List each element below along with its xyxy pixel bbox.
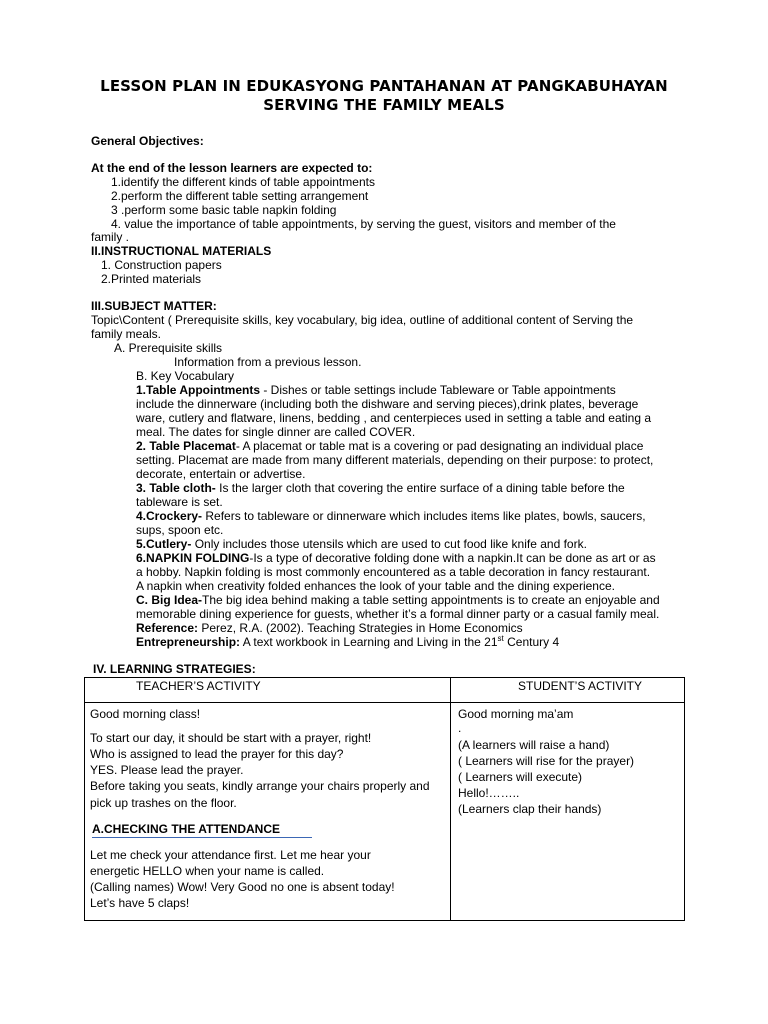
material-item: 1. Construction papers: [101, 258, 222, 272]
vocab-text: tableware is set.: [136, 495, 223, 509]
reference-label: Reference:: [136, 621, 199, 635]
general-objectives-heading: General Objectives:: [91, 134, 204, 148]
vocab-term: 1.Table Appointments: [136, 383, 261, 397]
document-subtitle: SERVING THE FAMILY MEALS: [263, 96, 505, 114]
vocab-text: Only includes those utensils which are used to cut food like knife and fork.: [191, 537, 587, 551]
document-title: LESSON PLAN IN EDUKASYONG PANTAHANAN AT PANGKABUHAYAN: [100, 77, 668, 95]
student-line: .: [458, 721, 462, 735]
vocab-text: memorable dining experience for guests, whether it’s a formal dinner party or a casual family meal.: [136, 607, 660, 621]
material-item: 2.Printed materials: [101, 272, 202, 286]
vocab-term: 6.NAPKIN FOLDING: [136, 551, 250, 565]
learning-strategies-heading: IV. LEARNING STRATEGIES:: [93, 662, 256, 676]
vocab-term: 5.Cutlery-: [136, 537, 192, 551]
teacher-line: Good morning class!: [90, 707, 201, 721]
vocab-text: include the dinnerware (including both the dishware and serving pieces),drink plates, beverage: [136, 397, 639, 411]
attendance-heading: A.CHECKING THE ATTENDANCE: [92, 822, 312, 838]
teacher-line: Let me check your attendance first. Let me hear your: [90, 848, 371, 862]
entrepreneurship-line: [136, 635, 559, 649]
teacher-activity-cell: [85, 703, 451, 921]
objective-item: 4. value the importance of table appointments, by serving the guest, visitors and member of the: [111, 217, 616, 231]
prerequisite-label: A. Prerequisite skills: [114, 341, 223, 355]
teacher-line: YES. Please lead the prayer.: [90, 763, 244, 777]
vocab-entry: [136, 537, 587, 551]
activity-table: [84, 677, 685, 921]
vocab-text: Is the larger cloth that covering the entire surface of a dining table before the: [215, 481, 625, 495]
student-header-cell: [451, 678, 685, 703]
student-activity-cell: [451, 703, 685, 921]
prerequisite-text: Information from a previous lesson.: [174, 355, 362, 369]
vocab-entry: [136, 509, 646, 523]
vocab-text: setting. Placemat are made from many different materials, depending on their purpose: to protect,: [136, 453, 654, 467]
table-header-row: [85, 678, 685, 703]
vocab-term: 3. Table cloth-: [136, 481, 216, 495]
teacher-line: Who is assigned to lead the prayer for this day?: [90, 747, 344, 761]
entrepreneurship-text-end: Century 4: [503, 635, 560, 649]
teacher-activity-header: TEACHER’S ACTIVITY: [136, 679, 261, 693]
teacher-line: To start our day, it should be start with a prayer, right!: [90, 731, 372, 745]
vocab-text: Refers to tableware or dinnerware which includes items like plates, bowls, saucers,: [202, 509, 646, 523]
teacher-line: Let’s have 5 claps!: [90, 896, 190, 910]
materials-heading: II.INSTRUCTIONAL MATERIALS: [91, 244, 272, 258]
objective-item: 2.perform the different table setting arrangement: [111, 189, 369, 203]
teacher-line: energetic HELLO when your name is called.: [90, 864, 325, 878]
vocab-text: ware, cutlery and flatware, linens, bedding , and centerpieces used in setting a table and eating a: [136, 411, 651, 425]
superscript: st: [497, 634, 504, 643]
student-line: ( Learners will execute): [458, 770, 583, 784]
vocab-text: meal. The dates for single dinner are called COVER.: [136, 425, 416, 439]
entrepreneurship-label: Entrepreneurship:: [136, 635, 241, 649]
topic-line: Topic\Content ( Prerequisite skills, key vocabulary, big idea, outline of additional content of Serving the: [91, 313, 634, 327]
objective-item-continued: family .: [91, 230, 130, 244]
student-line: (Learners clap their hands): [458, 802, 602, 816]
vocab-text: a hobby. Napkin folding is most commonly encountered as a table decoration in fancy restaurant.: [136, 565, 651, 579]
vocab-text: -Is a type of decorative folding done with a napkin.It can be done as art or as: [249, 551, 656, 565]
teacher-line: Before taking you seats, kindly arrange your chairs properly and: [90, 779, 430, 793]
teacher-line: pick up trashes on the floor.: [90, 796, 237, 810]
vocab-entry: [136, 481, 625, 495]
vocab-text: A napkin when creativity folded enhances the look of your table and the dining experience.: [136, 579, 615, 593]
vocab-term: C. Big Idea-: [136, 593, 203, 607]
vocab-entry: [136, 383, 616, 397]
teacher-line: (Calling names) Wow! Very Good no one is absent today!: [90, 880, 395, 894]
table-row: [85, 703, 685, 921]
objective-item: 3 .perform some basic table napkin folding: [111, 203, 337, 217]
student-activity-header: STUDENT’S ACTIVITY: [518, 679, 643, 693]
vocab-text: decorate, entertain or advertise.: [136, 467, 306, 481]
objective-item: 1.identify the different kinds of table appointments: [111, 175, 375, 189]
vocab-term: 2. Table Placemat: [136, 439, 236, 453]
student-line: (A learners will raise a hand): [458, 738, 610, 752]
topic-line: family meals.: [91, 327, 162, 341]
objectives-intro: At the end of the lesson learners are expected to:: [91, 161, 373, 175]
vocab-text: sups, spoon etc.: [136, 523, 224, 537]
vocab-text: The big idea behind making a table setting appointments is to create an enjoyable and: [202, 593, 660, 607]
vocab-entry: [136, 439, 643, 453]
teacher-header-cell: [85, 678, 451, 703]
subject-matter-heading: III.SUBJECT MATTER:: [91, 299, 217, 313]
vocab-entry: [136, 551, 656, 565]
key-vocabulary-label: B. Key Vocabulary: [136, 369, 235, 383]
student-line: Hello!……..: [458, 786, 520, 800]
student-line: Good morning ma’am: [458, 707, 574, 721]
reference-line: [136, 621, 523, 635]
vocab-text: - A placemat or table mat is a covering or pad designating an individual place: [235, 439, 644, 453]
entrepreneurship-text: A text workbook in Learning and Living in the 21: [240, 635, 498, 649]
vocab-text: - Dishes or table settings include Tableware or Table appointments: [260, 383, 616, 397]
vocab-term: 4.Crockery-: [136, 509, 203, 523]
reference-text: Perez, R.A. (2002). Teaching Strategies in Home Economics: [198, 621, 523, 635]
student-line: ( Learners will rise for the prayer): [458, 754, 635, 768]
big-idea-entry: [136, 593, 660, 607]
